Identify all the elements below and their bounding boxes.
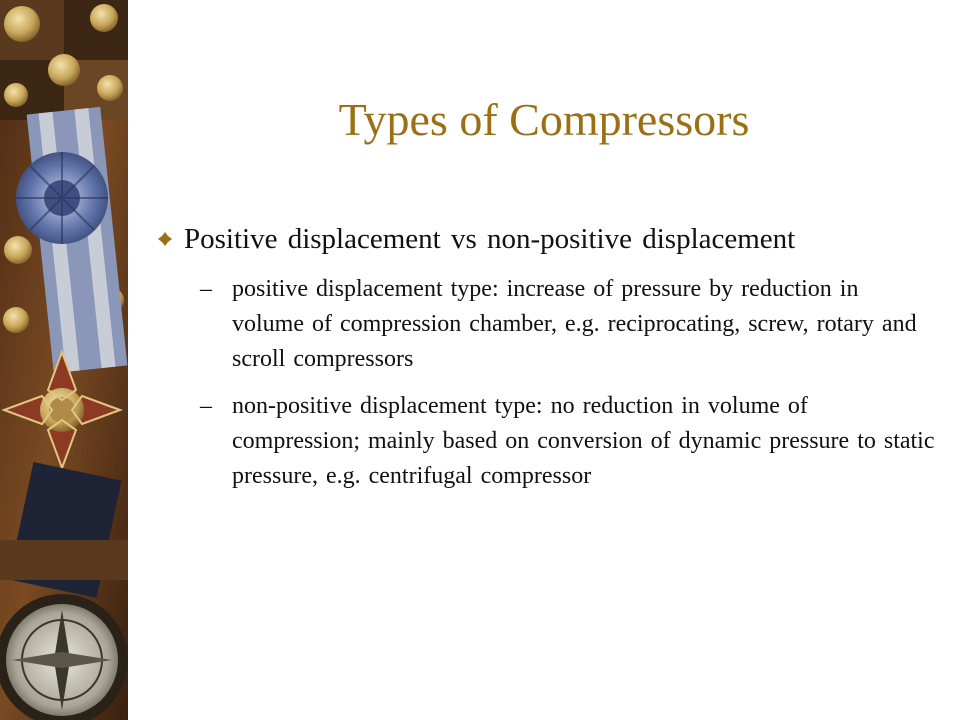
sub-bullet-item (158, 272, 938, 377)
slide-content (158, 220, 938, 506)
bullet-item (158, 220, 938, 258)
sub-bullet-item (158, 389, 938, 494)
sub-bullet-list (158, 272, 938, 494)
dash-marker: – (200, 393, 212, 419)
bullet-text: Positive displacement vs non-positive displacement (184, 223, 796, 255)
sub-bullet-text: positive displacement type: increase of pressure by reduction in volume of compression chamber, e.g. reciprocating, screw, rotary and scroll compressors (232, 276, 917, 372)
sub-bullet-text: non-positive displacement type: no reduction in volume of compression; mainly based on conversion of dynamic pressure to static pressure, e.g. centrifugal compressor (232, 393, 935, 489)
decorative-side-photo (0, 0, 128, 720)
slide-title: Types of Compressors (338, 94, 750, 145)
diamond-bullet-icon (158, 220, 176, 258)
medal-collage-image (0, 0, 128, 720)
dash-marker: – (200, 276, 212, 302)
